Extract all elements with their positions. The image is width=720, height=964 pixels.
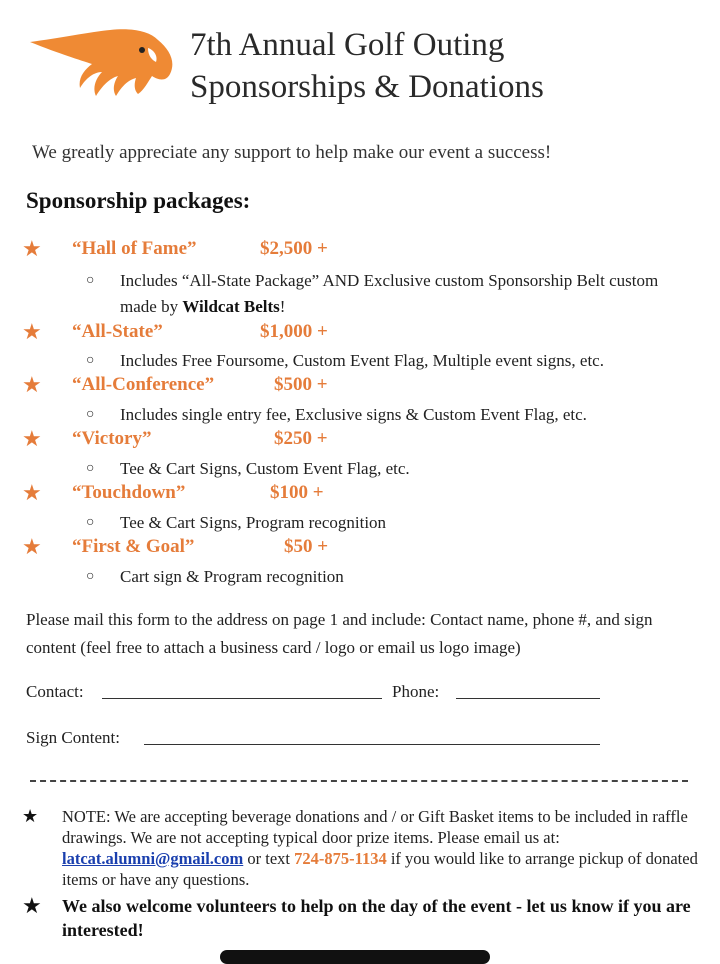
divider (30, 780, 688, 782)
star-icon: ★ (22, 319, 42, 344)
package-name: “Victory” (72, 428, 152, 449)
title-line-2: Sponsorships & Donations (190, 69, 544, 105)
package-name: “Hall of Fame” (72, 238, 197, 259)
bullet-icon: ○ (86, 273, 95, 288)
contact-label: Contact: (26, 682, 84, 701)
bullet-icon: ○ (86, 569, 95, 584)
wildcat-logo-icon (30, 20, 180, 115)
star-icon: ★ (22, 372, 42, 397)
phone-number: 724-875-1134 (294, 849, 387, 868)
home-indicator (220, 950, 490, 964)
star-icon: ★ (22, 806, 39, 827)
package-name: “Touchdown” (72, 482, 186, 503)
star-icon: ★ (22, 480, 42, 505)
bullet-icon: ○ (86, 461, 95, 476)
bullet-icon: ○ (86, 353, 95, 368)
title-line-1: 7th Annual Golf Outing (190, 27, 505, 63)
section-title: Sponsorship packages: (26, 188, 251, 213)
star-icon: ★ (22, 534, 42, 559)
page-title (190, 24, 544, 108)
star-icon: ★ (22, 236, 42, 261)
intro-text: We greatly appreciate any support to help make our event a success! (32, 142, 552, 163)
package-name: “All-State” (72, 321, 163, 342)
email-link[interactable]: latcat.alumni@gmail.com (62, 849, 244, 868)
package-price: $1,000 + (260, 321, 328, 342)
sign-content-label: Sign Content: (26, 728, 120, 747)
bullet-icon: ○ (86, 515, 95, 530)
contact-field[interactable] (102, 698, 382, 699)
package-price: $500 + (274, 374, 328, 395)
star-icon: ★ (22, 894, 42, 919)
note-volunteers: We also welcome volunteers to help on the day of the event - let us know if you are interested! (62, 896, 691, 940)
bullet-icon: ○ (86, 407, 95, 422)
package-price: $2,500 + (260, 238, 328, 259)
note-donations: NOTE: We are accepting beverage donations and / or Gift Basket items to be included in raffle drawings. We are not accepting typical door prize items. Please email us at: latcat.alumni@gmail.com or text 724-875-1134 if you would like to arrange pickup of donated items or have any questions. (62, 807, 698, 889)
sign-content-field[interactable] (144, 744, 600, 745)
mail-instructions: Please mail this form to the address on page 1 and include: Contact name, phone #, and sign content (feel free to attach a business card / logo or email us logo image) (26, 610, 653, 657)
package-name: “All-Conference” (72, 374, 215, 395)
package-price: $100 + (270, 482, 324, 503)
package-name: “First & Goal” (72, 536, 195, 557)
star-icon: ★ (22, 426, 42, 451)
package-price: $50 + (284, 536, 329, 557)
phone-field[interactable] (456, 698, 600, 699)
phone-label: Phone: (392, 682, 440, 701)
package-price: $250 + (274, 428, 328, 449)
